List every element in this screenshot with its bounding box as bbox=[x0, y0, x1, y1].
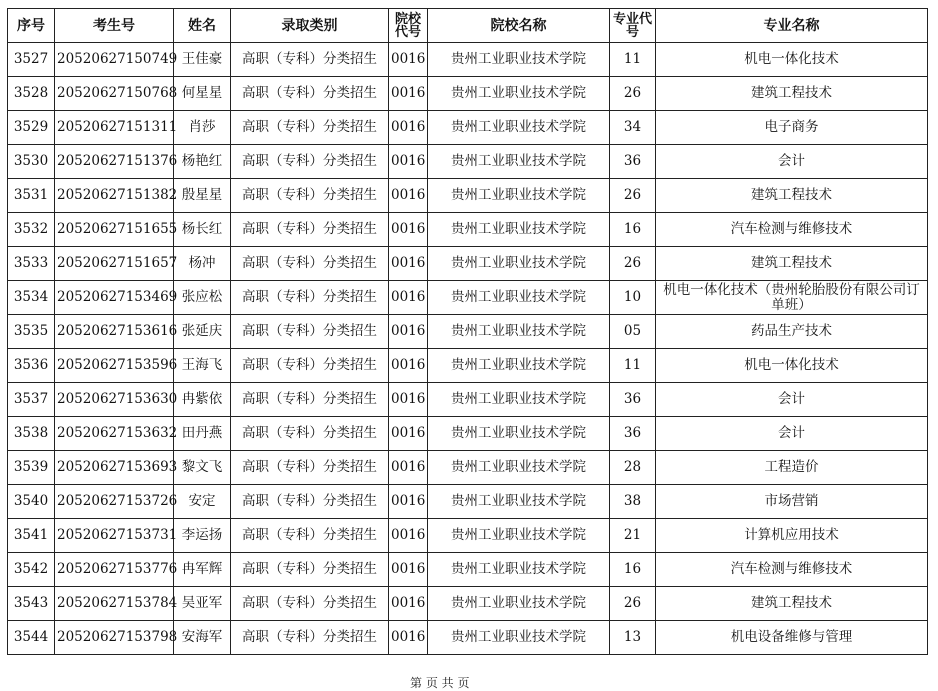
cell-school-name: 贵州工业职业技术学院 bbox=[428, 145, 610, 179]
cell-school-name: 贵州工业职业技术学院 bbox=[428, 485, 610, 519]
table-row bbox=[8, 43, 928, 77]
cell-school-code: 0016 bbox=[389, 213, 428, 247]
table-row bbox=[8, 383, 928, 417]
cell-school-code: 0016 bbox=[389, 587, 428, 621]
cell-name: 冉军辉 bbox=[174, 553, 231, 587]
cell-name: 冉紫依 bbox=[174, 383, 231, 417]
table-row bbox=[8, 553, 928, 587]
cell-category: 高职（专科）分类招生 bbox=[231, 77, 389, 111]
cell-name: 黎文飞 bbox=[174, 451, 231, 485]
cell-school-name: 贵州工业职业技术学院 bbox=[428, 281, 610, 315]
cell-exam-no: 20520627153798 bbox=[55, 621, 174, 655]
cell-seq: 3535 bbox=[8, 315, 55, 349]
cell-category: 高职（专科）分类招生 bbox=[231, 111, 389, 145]
table-row bbox=[8, 111, 928, 145]
cell-school-name: 贵州工业职业技术学院 bbox=[428, 553, 610, 587]
cell-major-name: 电子商务 bbox=[656, 111, 928, 145]
cell-major-code: 34 bbox=[610, 111, 656, 145]
cell-exam-no: 20520627150749 bbox=[55, 43, 174, 77]
cell-name: 安海军 bbox=[174, 621, 231, 655]
cell-category: 高职（专科）分类招生 bbox=[231, 315, 389, 349]
cell-school-code: 0016 bbox=[389, 111, 428, 145]
cell-category: 高职（专科）分类招生 bbox=[231, 485, 389, 519]
cell-seq: 3534 bbox=[8, 281, 55, 315]
cell-exam-no: 20520627151655 bbox=[55, 213, 174, 247]
cell-school-code: 0016 bbox=[389, 77, 428, 111]
cell-school-name: 贵州工业职业技术学院 bbox=[428, 417, 610, 451]
cell-school-code: 0016 bbox=[389, 519, 428, 553]
table-header bbox=[8, 9, 928, 43]
cell-name: 张应松 bbox=[174, 281, 231, 315]
table-row bbox=[8, 485, 928, 519]
cell-exam-no: 20520627151376 bbox=[55, 145, 174, 179]
cell-name: 吴亚军 bbox=[174, 587, 231, 621]
cell-major-code: 11 bbox=[610, 43, 656, 77]
cell-school-code: 0016 bbox=[389, 145, 428, 179]
cell-major-code: 26 bbox=[610, 77, 656, 111]
cell-major-name: 建筑工程技术 bbox=[656, 587, 928, 621]
table-body bbox=[8, 43, 928, 655]
table-row bbox=[8, 315, 928, 349]
cell-major-code: 26 bbox=[610, 179, 656, 213]
cell-name: 李运扬 bbox=[174, 519, 231, 553]
cell-category: 高职（专科）分类招生 bbox=[231, 519, 389, 553]
cell-major-name: 机电设备维修与管理 bbox=[656, 621, 928, 655]
cell-exam-no: 20520627153632 bbox=[55, 417, 174, 451]
cell-seq: 3541 bbox=[8, 519, 55, 553]
cell-major-code: 16 bbox=[610, 213, 656, 247]
cell-seq: 3530 bbox=[8, 145, 55, 179]
cell-seq: 3543 bbox=[8, 587, 55, 621]
cell-exam-no: 20520627153731 bbox=[55, 519, 174, 553]
cell-name: 杨长红 bbox=[174, 213, 231, 247]
cell-category: 高职（专科）分类招生 bbox=[231, 179, 389, 213]
cell-seq: 3542 bbox=[8, 553, 55, 587]
cell-name: 王海飞 bbox=[174, 349, 231, 383]
cell-school-name: 贵州工业职业技术学院 bbox=[428, 43, 610, 77]
cell-major-code: 21 bbox=[610, 519, 656, 553]
cell-major-name: 药品生产技术 bbox=[656, 315, 928, 349]
cell-name: 杨艳红 bbox=[174, 145, 231, 179]
cell-exam-no: 20520627153616 bbox=[55, 315, 174, 349]
cell-name: 何星星 bbox=[174, 77, 231, 111]
cell-major-name: 机电一体化技术 bbox=[656, 43, 928, 77]
cell-school-code: 0016 bbox=[389, 417, 428, 451]
cell-school-code: 0016 bbox=[389, 621, 428, 655]
cell-seq: 3529 bbox=[8, 111, 55, 145]
cell-exam-no: 20520627153726 bbox=[55, 485, 174, 519]
header-major-name: 专业名称 bbox=[656, 9, 928, 43]
cell-seq: 3533 bbox=[8, 247, 55, 281]
header-major-code: 专业代号 bbox=[610, 9, 656, 43]
cell-seq: 3536 bbox=[8, 349, 55, 383]
cell-major-name: 计算机应用技术 bbox=[656, 519, 928, 553]
cell-major-name: 建筑工程技术 bbox=[656, 179, 928, 213]
cell-school-name: 贵州工业职业技术学院 bbox=[428, 519, 610, 553]
cell-name: 田丹燕 bbox=[174, 417, 231, 451]
cell-major-code: 26 bbox=[610, 247, 656, 281]
cell-school-code: 0016 bbox=[389, 451, 428, 485]
cell-category: 高职（专科）分类招生 bbox=[231, 213, 389, 247]
cell-major-name: 建筑工程技术 bbox=[656, 247, 928, 281]
table-row bbox=[8, 179, 928, 213]
cell-major-name: 市场营销 bbox=[656, 485, 928, 519]
cell-school-name: 贵州工业职业技术学院 bbox=[428, 383, 610, 417]
header-name: 姓名 bbox=[174, 9, 231, 43]
cell-school-code: 0016 bbox=[389, 247, 428, 281]
cell-school-code: 0016 bbox=[389, 43, 428, 77]
cell-exam-no: 20520627151382 bbox=[55, 179, 174, 213]
cell-seq: 3531 bbox=[8, 179, 55, 213]
page-footer: 第 页 共 页 bbox=[410, 676, 470, 690]
cell-seq: 3540 bbox=[8, 485, 55, 519]
cell-major-code: 28 bbox=[610, 451, 656, 485]
cell-category: 高职（专科）分类招生 bbox=[231, 587, 389, 621]
cell-school-code: 0016 bbox=[389, 383, 428, 417]
cell-category: 高职（专科）分类招生 bbox=[231, 553, 389, 587]
cell-major-name: 会计 bbox=[656, 417, 928, 451]
cell-name: 肖莎 bbox=[174, 111, 231, 145]
cell-category: 高职（专科）分类招生 bbox=[231, 349, 389, 383]
cell-exam-no: 20520627151311 bbox=[55, 111, 174, 145]
cell-exam-no: 20520627153784 bbox=[55, 587, 174, 621]
cell-name: 杨冲 bbox=[174, 247, 231, 281]
cell-name: 王佳豪 bbox=[174, 43, 231, 77]
cell-exam-no: 20520627153596 bbox=[55, 349, 174, 383]
cell-major-name: 机电一体化技术（贵州轮胎股份有限公司订单班） bbox=[656, 281, 928, 315]
cell-category: 高职（专科）分类招生 bbox=[231, 247, 389, 281]
cell-seq: 3537 bbox=[8, 383, 55, 417]
table-row bbox=[8, 145, 928, 179]
cell-category: 高职（专科）分类招生 bbox=[231, 417, 389, 451]
cell-major-code: 36 bbox=[610, 417, 656, 451]
cell-school-code: 0016 bbox=[389, 315, 428, 349]
cell-major-name: 汽车检测与维修技术 bbox=[656, 213, 928, 247]
table-row bbox=[8, 77, 928, 111]
cell-school-code: 0016 bbox=[389, 485, 428, 519]
cell-exam-no: 20520627153630 bbox=[55, 383, 174, 417]
cell-exam-no: 20520627153693 bbox=[55, 451, 174, 485]
cell-major-code: 38 bbox=[610, 485, 656, 519]
cell-major-name: 工程造价 bbox=[656, 451, 928, 485]
cell-school-name: 贵州工业职业技术学院 bbox=[428, 213, 610, 247]
cell-school-name: 贵州工业职业技术学院 bbox=[428, 587, 610, 621]
cell-major-name: 会计 bbox=[656, 383, 928, 417]
admission-table bbox=[7, 8, 928, 655]
table-row bbox=[8, 451, 928, 485]
cell-category: 高职（专科）分类招生 bbox=[231, 43, 389, 77]
cell-name: 张延庆 bbox=[174, 315, 231, 349]
cell-category: 高职（专科）分类招生 bbox=[231, 145, 389, 179]
cell-exam-no: 20520627151657 bbox=[55, 247, 174, 281]
cell-school-code: 0016 bbox=[389, 281, 428, 315]
cell-major-name: 机电一体化技术 bbox=[656, 349, 928, 383]
header-school-name: 院校名称 bbox=[428, 9, 610, 43]
table-row bbox=[8, 621, 928, 655]
cell-exam-no: 20520627153776 bbox=[55, 553, 174, 587]
cell-major-code: 36 bbox=[610, 145, 656, 179]
cell-major-code: 16 bbox=[610, 553, 656, 587]
cell-major-code: 26 bbox=[610, 587, 656, 621]
cell-school-name: 贵州工业职业技术学院 bbox=[428, 247, 610, 281]
table-row bbox=[8, 587, 928, 621]
header-exam-no: 考生号 bbox=[55, 9, 174, 43]
cell-school-code: 0016 bbox=[389, 179, 428, 213]
cell-school-name: 贵州工业职业技术学院 bbox=[428, 179, 610, 213]
cell-school-code: 0016 bbox=[389, 349, 428, 383]
cell-school-name: 贵州工业职业技术学院 bbox=[428, 621, 610, 655]
cell-school-name: 贵州工业职业技术学院 bbox=[428, 349, 610, 383]
table-row bbox=[8, 281, 928, 315]
cell-major-code: 05 bbox=[610, 315, 656, 349]
cell-category: 高职（专科）分类招生 bbox=[231, 281, 389, 315]
table-row bbox=[8, 519, 928, 553]
header-category: 录取类别 bbox=[231, 9, 389, 43]
cell-category: 高职（专科）分类招生 bbox=[231, 383, 389, 417]
cell-school-code: 0016 bbox=[389, 553, 428, 587]
cell-seq: 3532 bbox=[8, 213, 55, 247]
cell-category: 高职（专科）分类招生 bbox=[231, 451, 389, 485]
cell-seq: 3539 bbox=[8, 451, 55, 485]
header-row bbox=[8, 9, 928, 43]
cell-name: 安定 bbox=[174, 485, 231, 519]
cell-exam-no: 20520627153469 bbox=[55, 281, 174, 315]
cell-category: 高职（专科）分类招生 bbox=[231, 621, 389, 655]
table-row bbox=[8, 247, 928, 281]
header-seq: 序号 bbox=[8, 9, 55, 43]
cell-school-name: 贵州工业职业技术学院 bbox=[428, 451, 610, 485]
table-row bbox=[8, 213, 928, 247]
cell-school-name: 贵州工业职业技术学院 bbox=[428, 77, 610, 111]
cell-seq: 3528 bbox=[8, 77, 55, 111]
cell-name: 殷星星 bbox=[174, 179, 231, 213]
cell-seq: 3527 bbox=[8, 43, 55, 77]
cell-major-name: 会计 bbox=[656, 145, 928, 179]
cell-major-code: 13 bbox=[610, 621, 656, 655]
cell-school-name: 贵州工业职业技术学院 bbox=[428, 111, 610, 145]
table-row bbox=[8, 349, 928, 383]
cell-major-code: 11 bbox=[610, 349, 656, 383]
cell-major-name: 汽车检测与维修技术 bbox=[656, 553, 928, 587]
header-school-code: 院校代号 bbox=[389, 9, 428, 43]
table-row bbox=[8, 417, 928, 451]
cell-major-code: 10 bbox=[610, 281, 656, 315]
cell-seq: 3544 bbox=[8, 621, 55, 655]
cell-major-name: 建筑工程技术 bbox=[656, 77, 928, 111]
cell-major-code: 36 bbox=[610, 383, 656, 417]
cell-exam-no: 20520627150768 bbox=[55, 77, 174, 111]
cell-school-name: 贵州工业职业技术学院 bbox=[428, 315, 610, 349]
cell-seq: 3538 bbox=[8, 417, 55, 451]
